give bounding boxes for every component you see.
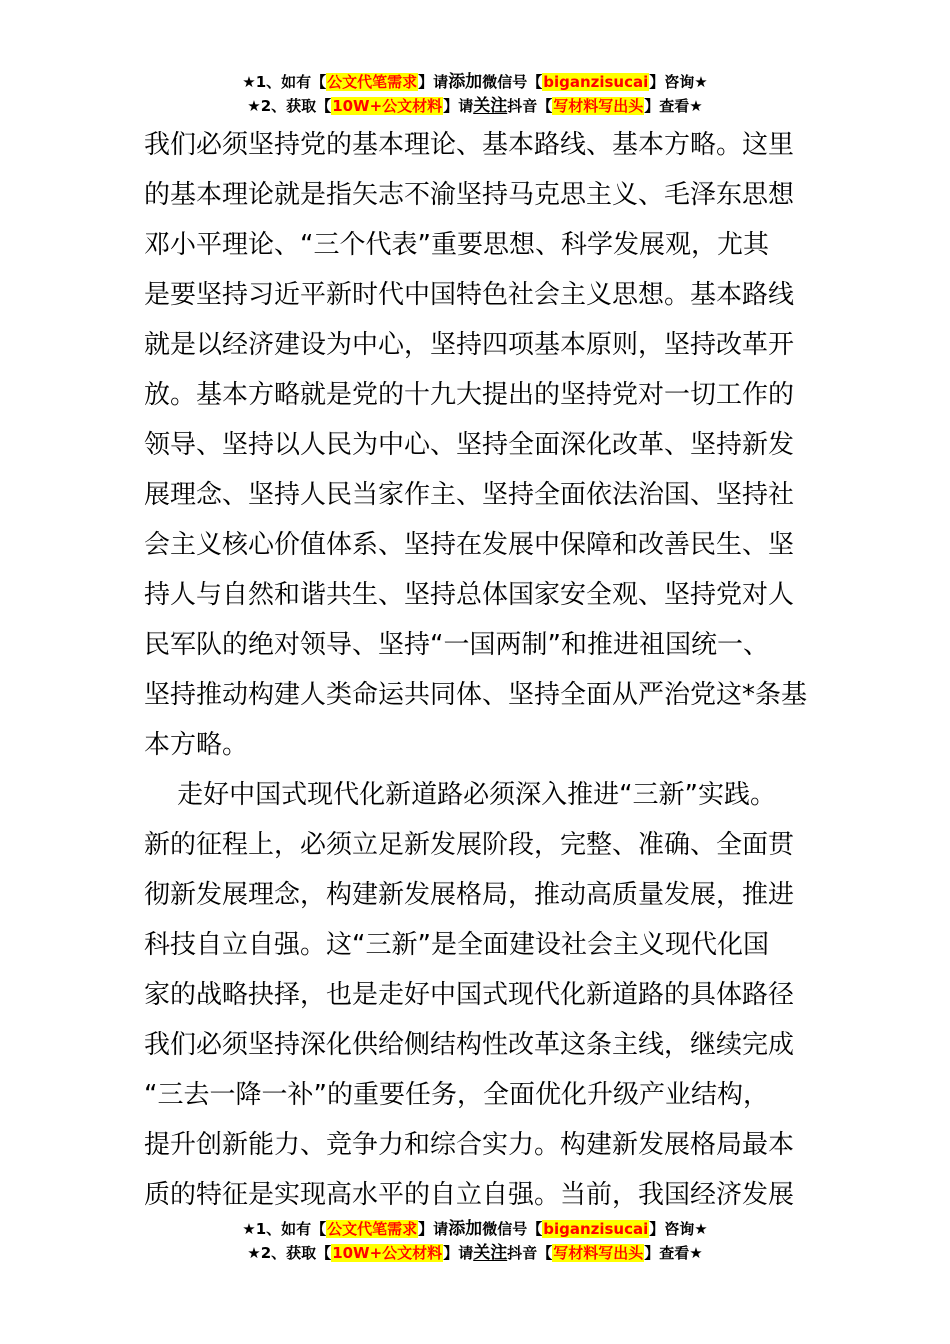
body-line: 的基本理论就是指矢志不渝坚持马克思主义、毛泽东思想 [144,180,795,210]
banner-text: ★1、如有【 [242,73,327,91]
body-line: 科技自立自强。这“三新”是全面建设社会主义现代化国 [144,930,769,960]
body-line: 提升创新能力、竞争力和综合实力。构建新发展格局最本 [144,1130,795,1160]
highlight-service: 公文代笔需求 [327,1220,418,1238]
highlight-douyin-id: 写材料写出头 [553,97,644,115]
banner-emphasis: 关注 [473,1243,508,1263]
body-line: 就是以经济建设为中心，坚持四项基本原则，坚持改革开 [144,330,795,360]
highlight-wechat-id: biganzisucai [543,73,649,91]
body-line: 会主义核心价值体系、坚持在发展中保障和改善民生、坚 [144,530,795,560]
header-banner [0,70,950,118]
banner-text: 微信号【 [482,73,543,91]
body-line: “三去一降一补”的重要任务，全面优化升级产业结构， [144,1080,769,1110]
body-line: 新的征程上，必须立足新发展阶段，完整、准确、全面贯 [144,830,795,860]
body-line: 家的战略抉择，也是走好中国式现代化新道路的具体路径 [144,980,795,1010]
body-line: 我们必须坚持党的基本理论、基本路线、基本方略。这里 [144,130,795,160]
body-line: 坚持推动构建人类命运共同体、坚持全面从严治党这*条基 [144,680,808,710]
highlight-materials: 10W+公文材料 [332,1244,443,1262]
banner-text: ★2、获取【 [247,1244,332,1262]
banner-text: ★1、如有【 [242,1220,327,1238]
highlight-service: 公文代笔需求 [327,73,418,91]
highlight-materials: 10W+公文材料 [332,97,443,115]
highlight-wechat-id: biganzisucai [543,1220,649,1238]
banner-text: ★2、获取【 [247,97,332,115]
banner-emphasis: 关注 [473,96,508,116]
banner-text: 】查看★ [644,97,703,115]
document-body [144,120,824,1220]
footer-banner [0,1217,950,1265]
banner-text: 】咨询★ [649,1220,708,1238]
banner-text: 】请 [418,73,449,91]
banner-text: 抖音【 [507,97,553,115]
body-line: 放。基本方略就是党的十九大提出的坚持党对一切工作的 [144,380,795,410]
body-line: 走好中国式现代化新道路必须深入推进“三新”实践。 [144,780,777,810]
banner-emphasis: 添加 [448,1219,483,1239]
body-line: 质的特征是实现高水平的自立自强。当前，我国经济发展 [144,1180,795,1210]
body-line: 领导、坚持以人民为中心、坚持全面深化改革、坚持新发 [144,430,795,460]
banner-text: 】查看★ [644,1244,703,1262]
banner-text: 】请 [443,1244,474,1262]
banner-text: 抖音【 [507,1244,553,1262]
banner-line-1 [0,1217,950,1241]
body-line: 彻新发展理念，构建新发展格局，推动高质量发展，推进 [144,880,795,910]
body-line: 是要坚持习近平新时代中国特色社会主义思想。基本路线 [144,280,795,310]
body-line: 我们必须坚持深化供给侧结构性改革这条主线，继续完成 [144,1030,795,1060]
body-line: 民军队的绝对领导、坚持“一国两制”和推进祖国统一、 [144,630,769,660]
banner-line-2 [0,1241,950,1265]
banner-text: 微信号【 [482,1220,543,1238]
banner-text: 】请 [418,1220,449,1238]
banner-text: 】咨询★ [649,73,708,91]
banner-line-2 [0,94,950,118]
body-line: 本方略。 [144,730,249,760]
body-line: 展理念、坚持人民当家作主、坚持全面依法治国、坚持社 [144,480,795,510]
highlight-douyin-id: 写材料写出头 [553,1244,644,1262]
body-line: 邓小平理论、“三个代表”重要思想、科学发展观，尤其 [144,230,769,260]
banner-line-1 [0,70,950,94]
body-line: 持人与自然和谐共生、坚持总体国家安全观、坚持党对人 [144,580,795,610]
banner-text: 】请 [443,97,474,115]
banner-emphasis: 添加 [448,72,483,92]
